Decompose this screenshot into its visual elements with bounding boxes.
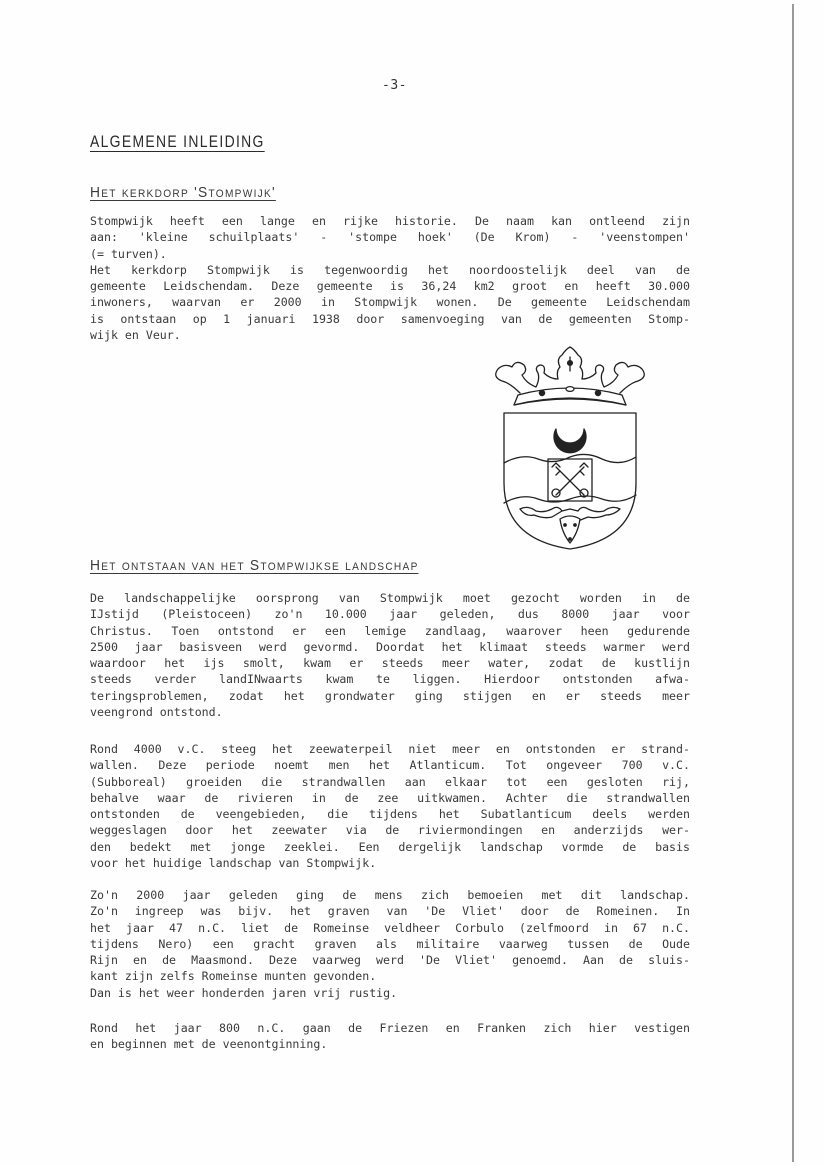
text-line: het jaar 47 n.C. liet de Romeinse veldheer Corbulo (zelfmoord in 67 n.C. (90, 920, 690, 935)
text-line: steeds verder landINwaarts kwam te liggen. Hierdoor ontstonden afwa- (90, 672, 690, 687)
text-line: wijk en Veur. (90, 328, 181, 343)
text-line: 2500 jaar basisveen werd gevormd. Doordat het klimaat steeds warmer werd (90, 639, 690, 654)
text-line: IJstijd (Pleistoceen) zo'n 10.000 jaar geleden, dus 8000 jaar voor (90, 607, 690, 622)
text-line: (= turven). (90, 246, 167, 261)
text-line: Het kerkdorp Stompwijk is tegenwoordig het noordoostelijk deel van de (90, 262, 690, 277)
text-line: gemeente Leidschendam. Deze gemeente is 36,24 km2 groot en heeft 30.000 (90, 279, 690, 294)
section-heading-landschap: Het ontstaan van het Stompwijkse landschap (90, 557, 419, 574)
text-line: (Subboreal) groeiden die strandwallen aan elkaar tot een gesloten rij, (90, 774, 690, 789)
text-line: tijdens Nero) een gracht graven als militaire vaarweg tussen de Oude (90, 936, 690, 951)
text-line: Zo'n 2000 jaar geleden ging de mens zich bemoeien met dit landschap. (90, 888, 690, 902)
paragraph-strandwallen (90, 741, 690, 871)
text-line: Zo'n ingreep was bijv. het graven van 'De Vliet' door de Romeinen. In (90, 904, 690, 919)
page-number: -3- (382, 78, 407, 93)
text-line: behalve waar de rivieren in de zee uitkwamen. Achter die strandwallen (90, 790, 690, 805)
text-line: en beginnen met de veenontginning. (90, 1037, 328, 1052)
text-line: Christus. Toen ontstond er een lemige zandlaag, waarover heen gedurende (90, 623, 690, 638)
text-line: kant zijn zelfs Romeinse munten gevonden. (90, 969, 377, 984)
text-line: wallen. Deze periode noemt men het Atlanticum. Tot ongeveer 700 v.C. (90, 758, 690, 773)
paragraph-de-vliet (90, 887, 690, 1001)
page-edge-line (792, 4, 794, 1162)
text-line: Dan is het weer honderden jaren vrij rustig. (90, 985, 398, 1000)
text-line: weggeslagen door het zeewater via de riviermondingen en anderzijds wer- (90, 823, 690, 838)
text-line: inwoners, waarvan er 2000 in Stompwijk wonen. De gemeente Leidschendam (90, 295, 690, 310)
text-line: is ontstaan op 1 januari 1938 door samenvoeging van de gemeenten Stomp- (90, 311, 690, 326)
text-line: Rond het jaar 800 n.C. gaan de Friezen en Franken zich hier vestigen (90, 1021, 690, 1035)
text-line: Rond 4000 v.C. steeg het zeewaterpeil niet meer en ontstonden er strand- (90, 742, 690, 756)
text-line: Rijn en de Maasmond. Deze vaarweg werd 'De Vliet' genoemd. Aan de sluis- (90, 953, 690, 968)
text-line: voor het huidige landschap van Stompwijk. (90, 856, 377, 871)
section-heading-kerkdorp: Het kerkdorp 'Stompwijk' (90, 184, 276, 201)
text-line: ontstonden de veengebieden, die tijdens het Subatlanticum deels werden (90, 807, 690, 822)
coat-of-arms-icon (480, 343, 660, 553)
paragraph-kerkdorp (90, 213, 690, 343)
text-line: waardoor het ijs smolt, kwam er steeds meer water, zodat de kustlijn (90, 656, 690, 671)
text-line: aan: 'kleine schuilplaats' - 'stompe hoek' (De Krom) - 'veenstompen' (90, 230, 690, 245)
text-line: den bedekt met jonge zeeklei. Een dergelijk landschap vormde de basis (90, 839, 690, 854)
text-line: veengrond ontstond. (90, 705, 223, 720)
paragraph-oorsprong (90, 590, 690, 720)
text-line: Stompwijk heeft een lange en rijke historie. De naam kan ontleend zijn (90, 214, 690, 228)
paragraph-friezen-franken (90, 1020, 690, 1053)
text-line: De landschappelijke oorsprong van Stompwijk moet gezocht worden in de (90, 591, 690, 605)
document-title: ALGEMENE INLEIDING (90, 132, 265, 151)
text-line: teringsproblemen, zodat het grondwater ging stijgen en er steeds meer (90, 688, 690, 703)
